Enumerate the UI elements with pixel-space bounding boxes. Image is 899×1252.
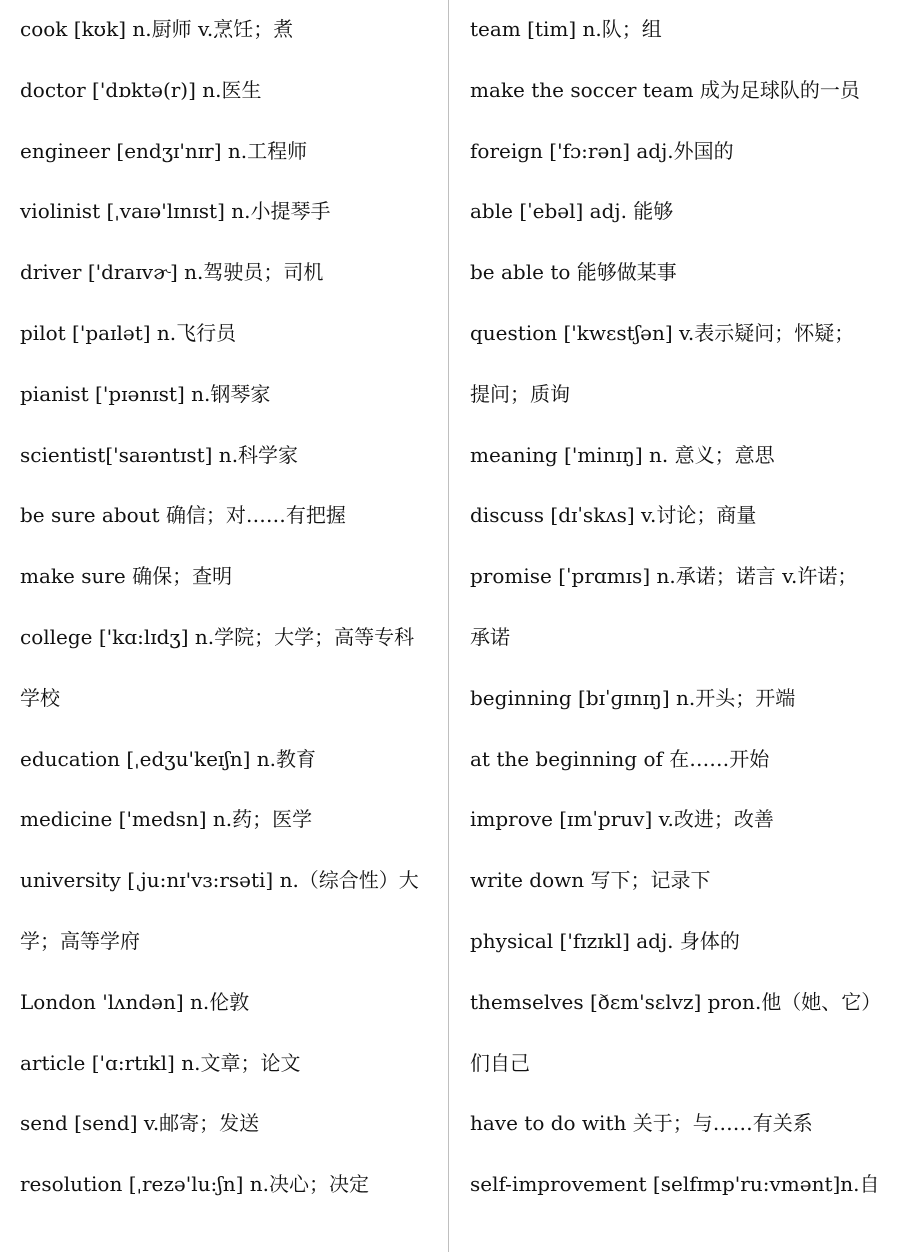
vocab-line: engineer [endʒɪ'nɪr] n.工程师 [20,138,308,163]
vocab-line: driver ['draɪvɚ] n.驾驶员；司机 [20,260,324,285]
vocab-line: foreign ['fɔ:rən] adj.外国的 [470,138,734,163]
vocab-line: promise [ˈprɑmɪs] n.承诺；诺言 v.许诺； [470,564,858,589]
vocab-line: pianist ['pɪənɪst] n.钢琴家 [20,381,271,406]
vocab-line: themselves [ðɛm'sɛlvz] pron.他（她、它） [470,989,882,1014]
vocab-line: be able to 能够做某事 [470,260,677,285]
column-divider [448,0,449,1252]
vocab-line: violinist [ˌvaɪə'lɪnɪst] n.小提琴手 [20,199,331,224]
vocab-line: write down 写下；记录下 [470,868,711,893]
vocab-line: scientist['saɪəntɪst] n.科学家 [20,442,299,467]
vocab-line: discuss [dɪˈskʌs] v.讨论；商量 [470,503,757,528]
vocab-line: 们自己 [470,1050,530,1075]
vocab-line: medicine ['medsn] n.药；医学 [20,807,313,832]
vocab-line: self-improvement [selfɪmp'ru:vmənt]n.自 [470,1172,880,1197]
vocab-line: improve [ɪmˈpruv] v.改进；改善 [470,807,774,832]
vocab-line: education [ˌedʒu'keɪʃn] n.教育 [20,746,317,771]
vocab-line: cook [kʊk] n.厨师 v.烹饪；煮 [20,17,294,41]
vocab-line: send [send] v.邮寄；发送 [20,1111,260,1136]
vocab-line: physical ['fɪzɪkl] adj. 身体的 [470,929,740,953]
vocab-line: college ['kɑ:lɪdʒ] n.学院；大学；高等专科 [20,625,415,649]
vocab-line: article ['ɑ:rtɪkl] n.文章；论文 [20,1050,301,1075]
vocab-line: able [ˈebəl] adj. 能够 [470,199,674,224]
vocab-line: team [tim] n.队；组 [470,17,662,41]
vocab-line: question ['kwɛstʃən] v.表示疑问；怀疑； [470,321,855,345]
vocab-line: have to do with 关于；与……有关系 [470,1111,813,1136]
vocab-line: beginning [bɪˈɡɪnɪŋ] n.开头；开端 [470,685,796,710]
vocab-line: resolution [ˌrezə'lu:ʃn] n.决心；决定 [20,1172,369,1197]
vocab-line: pilot ['paɪlət] n.飞行员 [20,321,237,345]
vocab-line: doctor ['dɒktə(r)] n.医生 [20,77,262,102]
vocab-line: London 'lʌndən] n.伦敦 [20,989,250,1014]
vocab-line: 承诺 [470,625,510,649]
vocab-line: at the beginning of 在……开始 [470,746,770,771]
vocab-line: 学；高等学府 [20,929,140,953]
vocab-line: university [ˌju:nɪ'vɜ:rsəti] n.（综合性）大 [20,868,419,893]
vocab-line: make sure 确保；查明 [20,564,233,589]
vocab-line: be sure about 确信；对……有把握 [20,503,346,528]
vocab-line: meaning ['minɪŋ] n. 意义；意思 [470,442,775,467]
vocab-line: make the soccer team 成为足球队的一员 [470,77,860,102]
vocab-line: 提问；质询 [470,381,570,406]
vocab-line: 学校 [20,685,60,710]
